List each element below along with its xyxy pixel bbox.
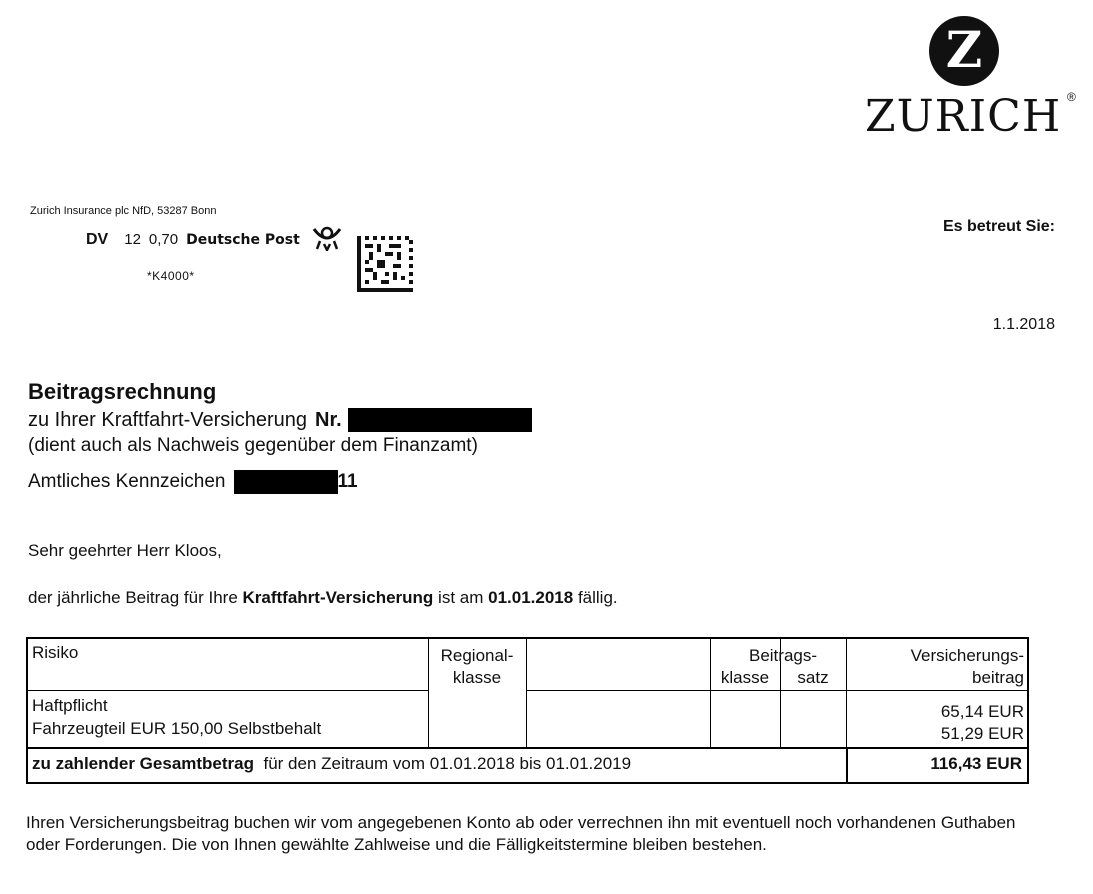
redacted-plate [234, 470, 338, 494]
intro-sentence [28, 588, 618, 608]
document-title: Beitragsrechnung [28, 379, 217, 404]
postage-number-1: 12 [124, 231, 141, 248]
header-risiko: Risiko [32, 643, 79, 662]
postage-dv: DV [86, 231, 109, 248]
header-satz: satz [797, 668, 829, 687]
header-versicherung-2: beitrag [972, 668, 1024, 687]
postage-line [86, 231, 300, 249]
header-regional-2: klasse [452, 668, 502, 687]
header-regional-1: Regional- [440, 646, 514, 665]
policy-subtitle: zu Ihrer Kraftfahrt-Versicherung [28, 408, 308, 431]
row-risk-1: Haftpflicht [32, 696, 108, 715]
plate-line [28, 470, 358, 494]
header-beitrags: Beitrags- [748, 646, 818, 665]
total-amount-box [846, 747, 1029, 782]
tax-note: (dient auch als Nachweis gegenüber dem Finanzamt) [28, 435, 478, 456]
salutation: Sehr geehrter Herr Kloos, [28, 541, 222, 560]
total-line [32, 753, 631, 775]
total-amount: 116,43 EUR [930, 754, 1022, 773]
total-label: zu zahlender Gesamtbetrag [32, 754, 255, 773]
contact-label: Es betreut Sie: [942, 218, 1055, 235]
letter-date: 1.1.2018 [992, 316, 1055, 333]
k-code: *K4000* [147, 269, 195, 283]
footer-paragraph: Ihren Versicherungsbeitrag buchen wir vom angegebenen Konto ab oder verrechnen ihn mit eventuell noch vorhandenen Guthaben oder Forderungen. Die von Ihnen gewählte Zahlweise und die Fälligkeitstermine bleiben bestehen. [26, 813, 1016, 854]
registered-mark: ® [1067, 90, 1076, 104]
brand-wordmark: ZURICH [865, 91, 1062, 142]
total-row [28, 747, 1027, 782]
zurich-logo-mark [929, 16, 999, 86]
total-period: für den Zeitraum vom 01.01.2018 bis 01.01.2019 [263, 754, 632, 773]
intro-bold-2: 01.01.2018 [488, 588, 574, 607]
policy-nr-label: Nr. [315, 408, 342, 431]
postage-number-2: 0,70 [148, 231, 179, 248]
sender-address: Zurich Insurance plc NfD, 53287 Bonn [30, 205, 217, 217]
intro-text-3: fällig. [573, 588, 618, 607]
header-versicherung-1: Versicherungs- [910, 646, 1024, 665]
intro-bold-1: Kraftfahrt-Versicherung [242, 588, 434, 607]
datamatrix-code-icon [357, 236, 413, 292]
intro-text-1: der jährliche Beitrag für Ihre [28, 588, 243, 607]
intro-text-2: ist am [433, 588, 489, 607]
plate-label: Amtliches Kennzeichen [28, 471, 226, 492]
header-klasse: klasse [720, 668, 770, 687]
policy-line [28, 408, 532, 432]
row-amount-1: 65,14 EUR [940, 702, 1024, 721]
plate-suffix: 11 [337, 471, 358, 492]
redacted-policy-number [348, 408, 532, 432]
post-horn-icon [311, 225, 343, 251]
postage-carrier: Deutsche Post [186, 232, 300, 248]
row-risk-2: Fahrzeugteil EUR 150,00 Selbstbehalt [32, 719, 322, 738]
logo-letter: Z [945, 20, 983, 79]
premium-table [26, 637, 1029, 784]
row-amount-2: 51,29 EUR [940, 724, 1024, 743]
